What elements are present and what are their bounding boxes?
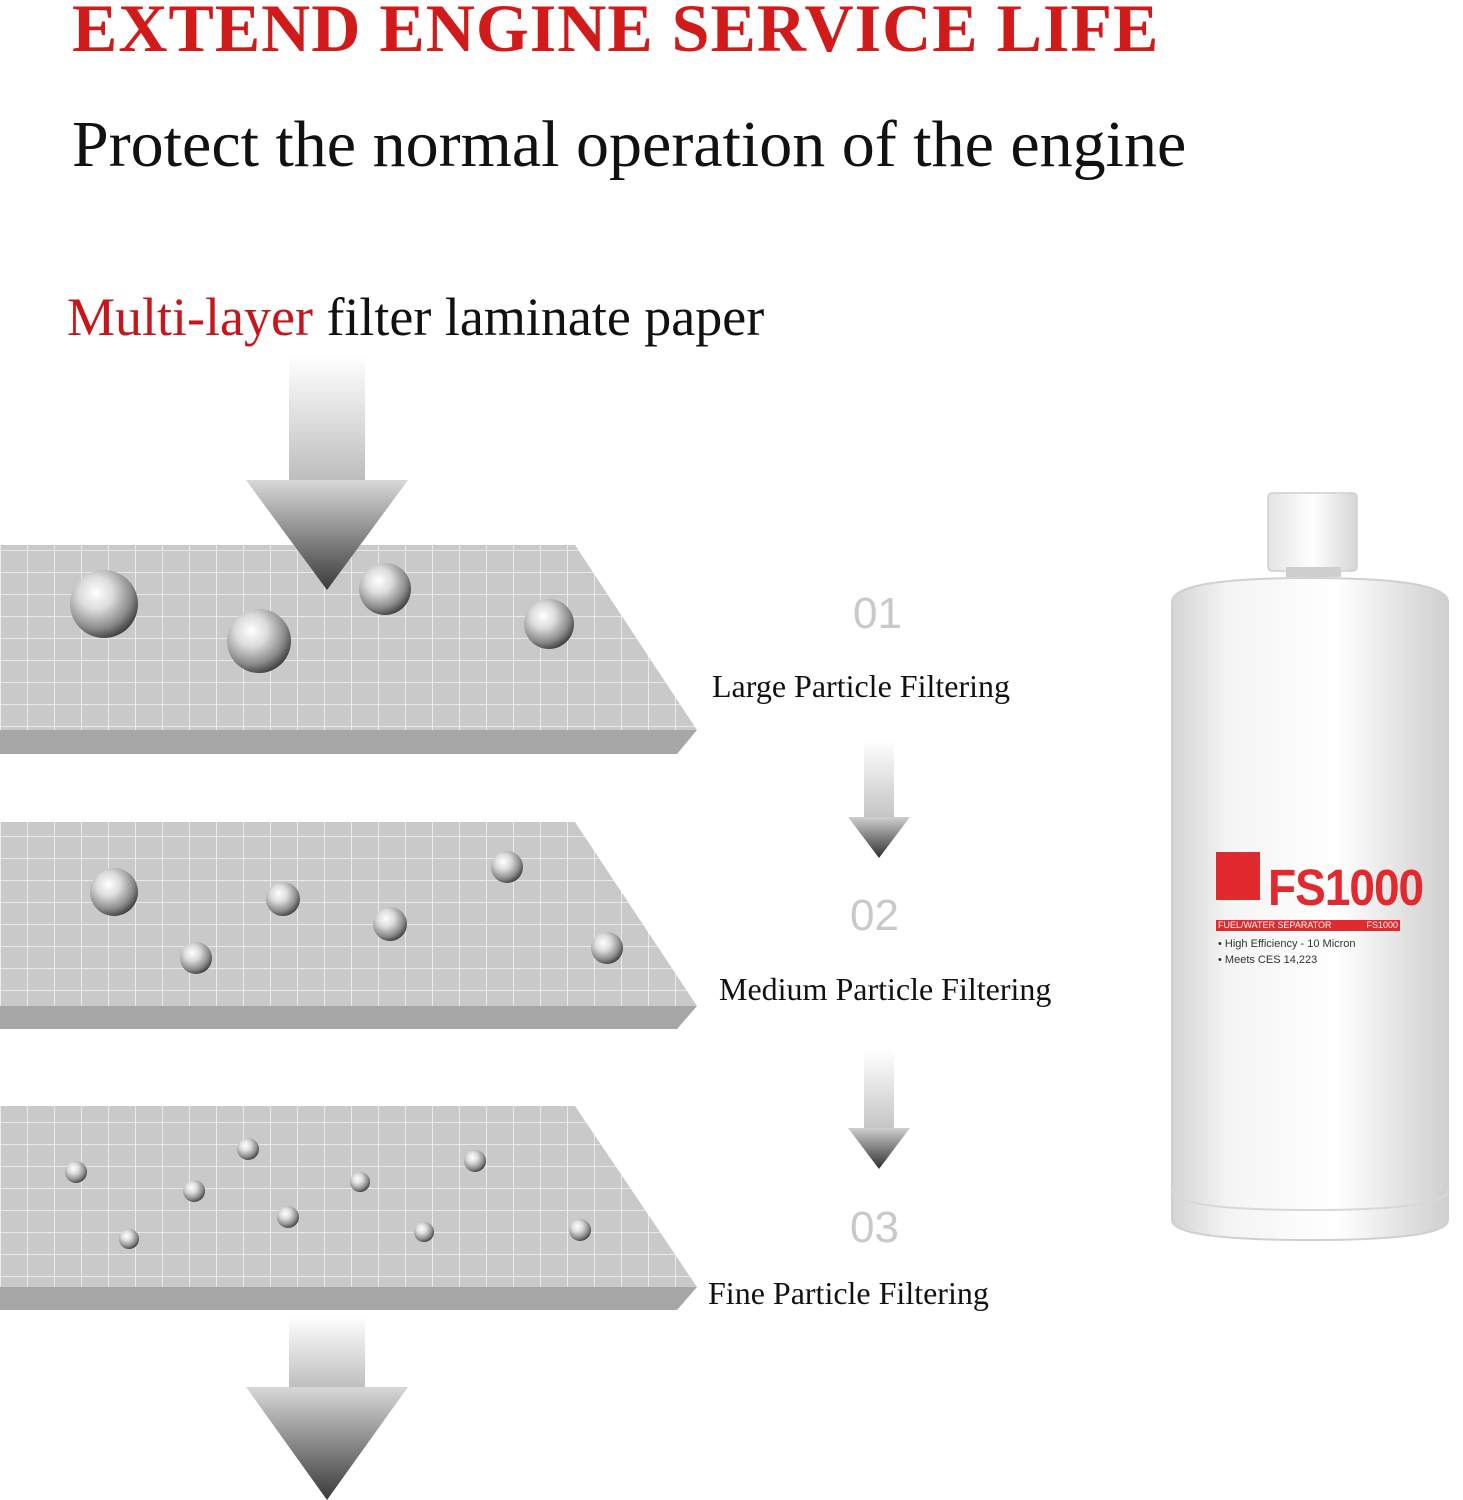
headline: EXTEND ENGINE SERVICE LIFE (72, 0, 1160, 66)
filter-layer (0, 1106, 697, 1310)
product-bullet-text: Meets CES 14,223 (1224, 954, 1318, 966)
down-arrow-icon (246, 1316, 408, 1500)
filter-layer (0, 822, 697, 1029)
step-label: Medium Particle Filtering (719, 971, 1052, 1007)
step-number: 02 (850, 891, 899, 940)
product-bullet: • High Efficiency - 10 Micron (1218, 938, 1356, 950)
product-line (1218, 920, 1398, 931)
step-label: Large Particle Filtering (712, 668, 1010, 704)
step-label: Fine Particle Filtering (708, 1275, 989, 1311)
step-number: 03 (850, 1203, 899, 1252)
intro-rest: filter laminate paper (312, 287, 765, 347)
product-line-model: FS1000 (1366, 920, 1398, 930)
product-line-text: FUEL/WATER SEPARATOR (1218, 920, 1332, 930)
intro-highlight: Multi-layer (67, 287, 313, 347)
logo-square (1216, 852, 1260, 900)
step-number: 01 (853, 589, 902, 638)
product-bullet-text: High Efficiency - 10 Micron (1224, 938, 1356, 950)
down-arrow-icon (848, 1050, 910, 1169)
product-bullet: • Meets CES 14,223 (1218, 954, 1318, 966)
down-arrow-icon (848, 740, 910, 858)
product-model: FS1000 (1268, 858, 1424, 916)
subheadline: Protect the normal operation of the engine (72, 108, 1187, 181)
